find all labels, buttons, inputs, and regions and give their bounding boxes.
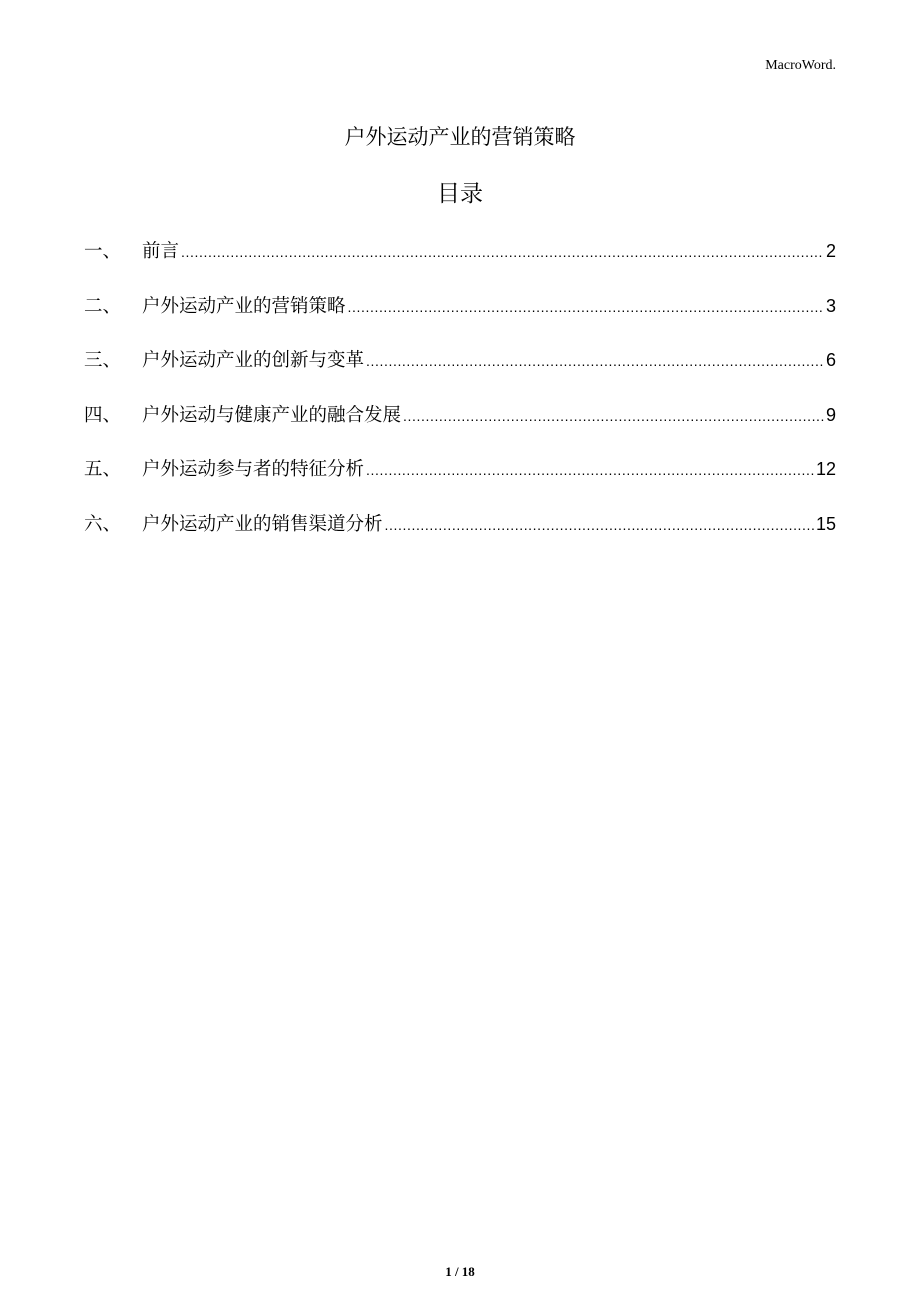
toc-entry[interactable] <box>84 400 836 455</box>
toc-entry-title[interactable]: 户外运动产业的销售渠道分析 <box>142 513 383 535</box>
toc-dot-leader <box>181 237 824 267</box>
toc-entry[interactable] <box>84 291 836 346</box>
toc-entry-page[interactable]: 12 <box>815 459 836 480</box>
document-title: 户外运动产业的营销策略 <box>344 125 576 149</box>
toc-entry-number: 三、 <box>84 350 122 372</box>
toc-entry-number: 二、 <box>84 295 122 317</box>
toc-entry-title[interactable]: 户外运动参与者的特征分析 <box>142 459 365 481</box>
toc-entry-page[interactable]: 15 <box>815 513 836 534</box>
toc-dot-leader <box>403 401 824 431</box>
page-indicator: 1 / 18 <box>445 1264 475 1279</box>
toc-entry-page[interactable]: 3 <box>825 295 836 316</box>
toc-entry-page[interactable]: 6 <box>825 350 836 371</box>
toc-dot-leader <box>366 346 824 376</box>
toc-entry-number: 五、 <box>84 459 122 481</box>
table-of-contents <box>84 236 836 564</box>
toc-entry-number: 一、 <box>84 241 122 262</box>
toc-entry-page[interactable]: 2 <box>825 241 836 261</box>
toc-entry-page[interactable]: 9 <box>825 404 836 425</box>
toc-heading: 目录 <box>437 181 483 207</box>
toc-entry-title[interactable]: 户外运动产业的创新与变革 <box>142 350 365 372</box>
toc-entry[interactable] <box>84 345 836 400</box>
toc-entry-number: 四、 <box>84 404 122 426</box>
toc-entry-title[interactable]: 户外运动与健康产业的融合发展 <box>142 404 402 426</box>
toc-entry[interactable] <box>84 454 836 509</box>
toc-dot-leader <box>366 455 814 485</box>
toc-dot-leader <box>348 292 824 322</box>
toc-entry-title[interactable]: 户外运动产业的营销策略 <box>142 295 346 317</box>
header-mark: MacroWord. <box>765 58 836 73</box>
toc-dot-leader <box>385 510 814 540</box>
toc-entry-title[interactable]: 前言 <box>142 241 180 262</box>
toc-entry[interactable] <box>84 236 836 291</box>
toc-entry[interactable] <box>84 509 836 564</box>
toc-entry-number: 六、 <box>84 513 122 535</box>
